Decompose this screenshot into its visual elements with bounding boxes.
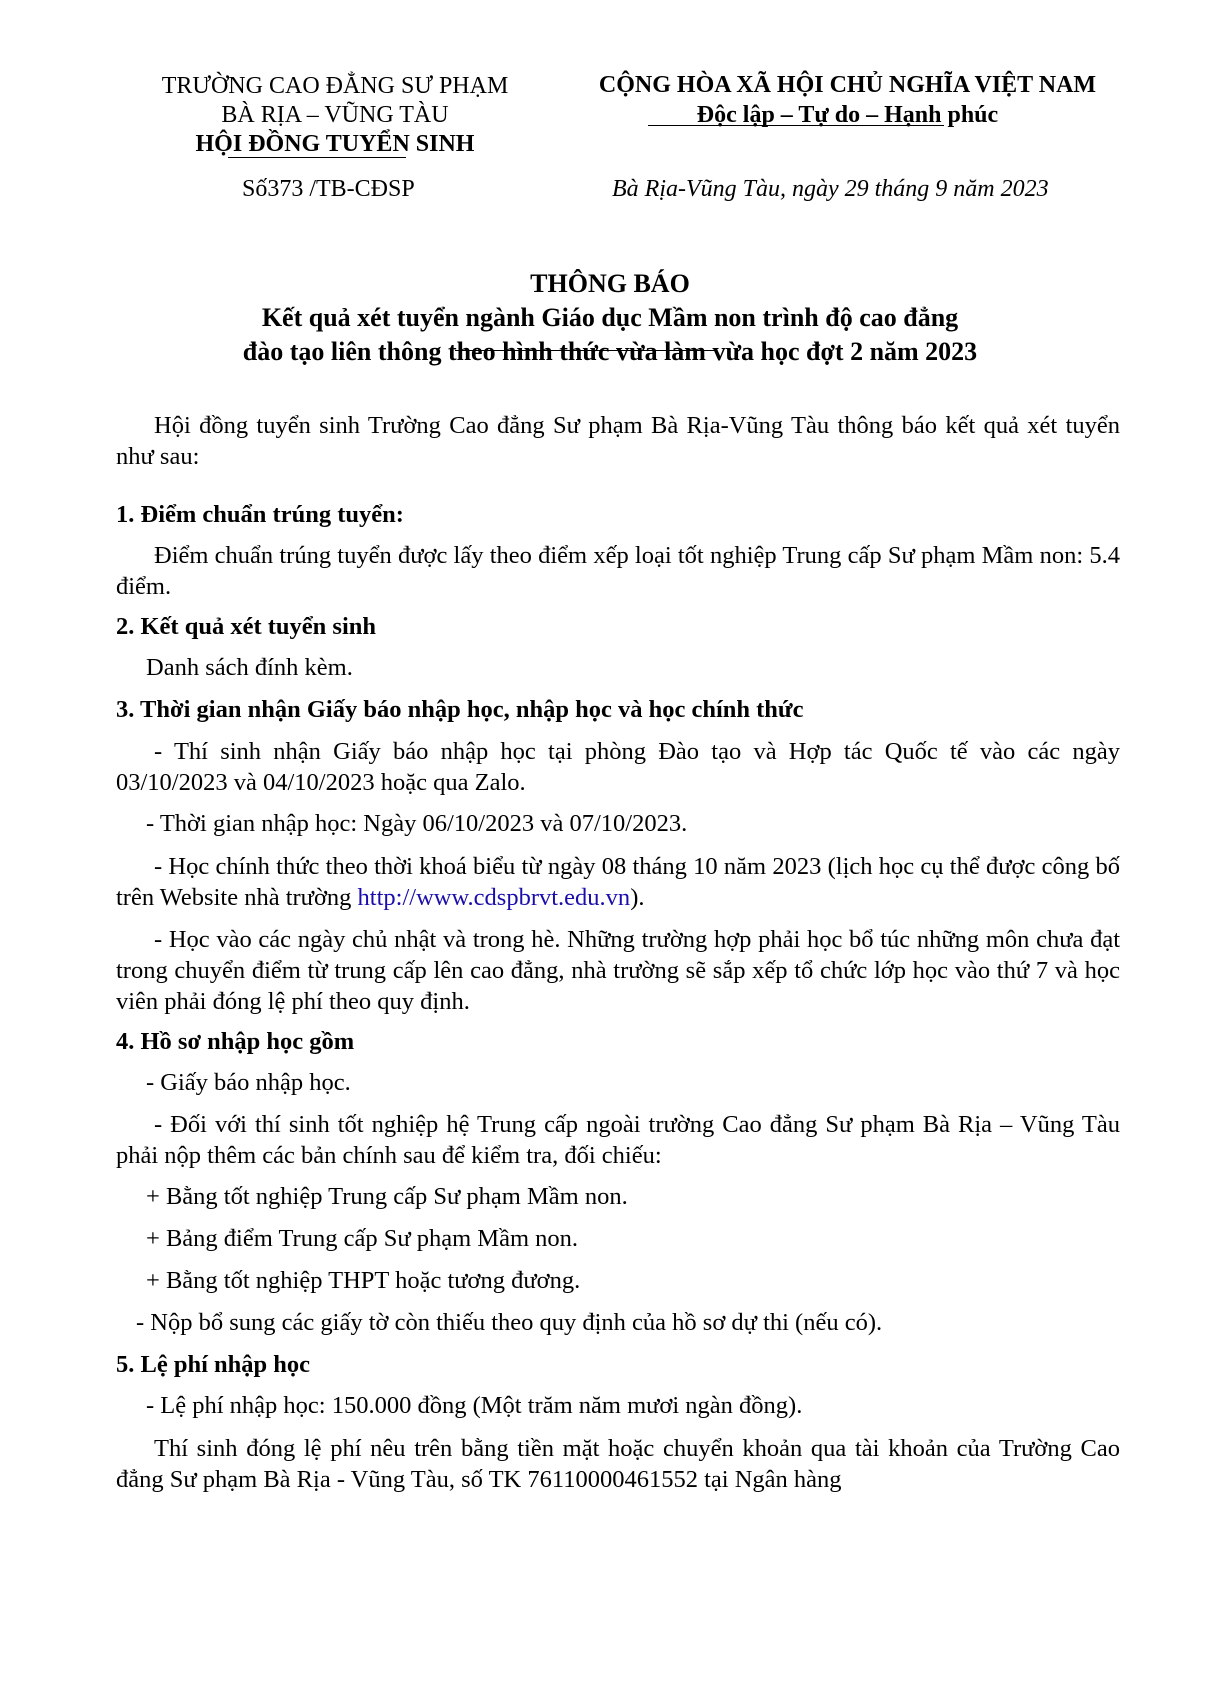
title-underline [455, 350, 715, 351]
section-3-heading: 3. Thời gian nhận Giấy báo nhập học, nhập học và học chính thức [116, 696, 804, 723]
section-3-receive-notice: - Thí sinh nhận Giấy báo nhập học tại phòng Đào tạo và Hợp tác Quốc tế vào các ngày 03/10/2023 và 04/10/2023 hoặc qua Zalo. [116, 738, 1120, 796]
national-motto: Độc lập – Tự do – Hạnh phúc [696, 102, 999, 128]
document-date: Bà Rịa-Vũng Tàu, ngày 29 tháng 9 năm 2023 [612, 176, 1049, 202]
issuer-province-line: BÀ RỊA – VŨNG TÀU [221, 102, 449, 128]
document-number: Số373 /TB-CĐSP [242, 176, 415, 202]
section-3-enroll-time: - Thời gian nhập học: Ngày 06/10/2023 và 07/10/2023. [146, 810, 688, 837]
issuer-underline [228, 157, 406, 158]
official-study-text: - Học chính thức theo thời khoá biểu từ ngày 08 tháng 10 năm 2023 (lịch học cụ thể được công bố trên Website nhà trường [116, 853, 1120, 911]
section-5-payment: Thí sinh đóng lệ phí nêu trên bằng tiền mặt hoặc chuyển khoản qua tài khoản của Trường Cao đẳng Sư phạm Bà Rịa - Vũng Tàu, số TK 76110000461552 tại Ngân hàng [116, 1435, 1120, 1493]
title-subtitle-2: đào tạo liên thông theo hình thức vừa làm vừa học đợt 2 năm 2023 [242, 337, 978, 366]
section-3-study-days: - Học vào các ngày chủ nhật và trong hè. Những trường hợp phải học bổ túc những môn chưa đạt trong chuyển điểm từ trung cấp lên cao đẳng, nhà trường sẽ sắp xếp tổ chức lớp học vào thứ 7 và học viên phải đóng lệ phí theo quy định. [116, 926, 1120, 1015]
section-3-official-study [116, 851, 1120, 913]
section-4-supplement: - Nộp bổ sung các giấy tờ còn thiếu theo quy định của hồ sơ dự thi (nếu có). [136, 1309, 883, 1336]
motto-underline [648, 125, 944, 126]
document-title [100, 267, 1120, 369]
section-5-fee: - Lệ phí nhập học: 150.000 đồng (Một trăm năm mươi ngàn đồng). [146, 1392, 803, 1419]
section-4-item-highschool: + Bằng tốt nghiệp THPT hoặc tương đương. [146, 1267, 581, 1294]
section-5-heading: 5. Lệ phí nhập học [116, 1351, 311, 1378]
section-4-notice: - Giấy báo nhập học. [146, 1069, 351, 1096]
section-4-item-transcript: + Bảng điểm Trung cấp Sư phạm Mầm non. [146, 1225, 579, 1252]
issuer-school-line: TRƯỜNG CAO ĐẲNG SƯ PHẠM [161, 73, 509, 99]
section-2-text: Danh sách đính kèm. [146, 654, 353, 681]
national-name: CỘNG HÒA XÃ HỘI CHỦ NGHĨA VIỆT NAM [598, 72, 1097, 98]
section-1-heading: 1. Điểm chuẩn trúng tuyển: [116, 501, 404, 528]
issuer-council-line: HỘI ĐỒNG TUYỂN SINH [195, 131, 475, 157]
issuer-block [140, 72, 530, 159]
intro-paragraph: Hội đồng tuyển sinh Trường Cao đẳng Sư phạm Bà Rịa-Vũng Tàu thông báo kết quả xét tuyển như sau: [116, 412, 1120, 470]
title-subtitle-1: Kết quả xét tuyển ngành Giáo dục Mầm non trình độ cao đẳng [261, 303, 959, 332]
section-2-heading: 2. Kết quả xét tuyển sinh [116, 613, 377, 640]
section-4-heading: 4. Hồ sơ nhập học gồm [116, 1028, 355, 1055]
national-motto-block [570, 70, 1125, 130]
official-study-close: ). [630, 884, 645, 911]
section-4-item-diploma: + Bằng tốt nghiệp Trung cấp Sư phạm Mầm non. [146, 1183, 628, 1210]
section-1-text: Điểm chuẩn trúng tuyển được lấy theo điểm xếp loại tốt nghiệp Trung cấp Sư phạm Mầm non: 5.4 điểm. [116, 542, 1120, 600]
title-main: THÔNG BÁO [530, 269, 690, 298]
school-website-link[interactable]: http://www.cdspbrvt.edu.vn [357, 884, 631, 911]
section-4-external-students: - Đối với thí sinh tốt nghiệp hệ Trung cấp ngoài trường Cao đẳng Sư phạm Bà Rịa – Vũng Tàu phải nộp thêm các bản chính sau để kiểm tra, đối chiếu: [116, 1111, 1120, 1169]
